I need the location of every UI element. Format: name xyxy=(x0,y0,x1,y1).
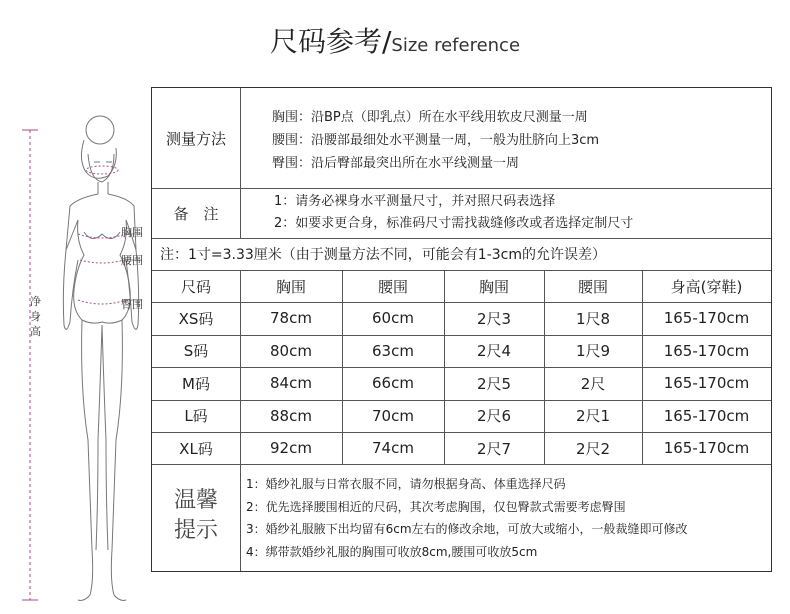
table-header-cell: 胸围 xyxy=(478,277,509,296)
table-cell: L码 xyxy=(184,407,208,426)
tips-label-line1: 温馨 xyxy=(173,488,218,513)
measure-line-waist: 腰围：沿腰部最细处水平测量一周，一般为肚脐向上3cm xyxy=(272,133,600,148)
table-cell: 80cm xyxy=(270,341,312,360)
table-cell: 2尺1 xyxy=(575,407,611,426)
table-cell: XS码 xyxy=(178,309,214,328)
table-cell: 84cm xyxy=(270,374,312,393)
table-cell: 165-170cm xyxy=(663,309,750,328)
table-cell: XL码 xyxy=(179,439,213,458)
tip-line-4: 4：绑带款婚纱礼服的胸围可收放8cm,腰围可收放5cm xyxy=(246,544,538,559)
table-cell: 66cm xyxy=(372,374,414,393)
table-cell: 78cm xyxy=(270,309,312,328)
table-cell: M码 xyxy=(182,374,210,393)
measure-method-label: 测量方法 xyxy=(165,129,226,148)
table-cell: 2尺 xyxy=(580,374,606,393)
table-cell: 88cm xyxy=(270,406,312,425)
body-outline-icon xyxy=(18,110,158,610)
size-reference-table xyxy=(151,87,772,572)
table-header-cell: 胸围 xyxy=(275,277,306,296)
table-cell: 165-170cm xyxy=(663,374,750,393)
tips-lines xyxy=(246,473,688,563)
body-figure-illustration xyxy=(18,110,158,610)
tip-line-3: 3：婚纱礼服腋下出均留有6cm左右的修改余地，可放大或缩小，一般裁缝即可修改 xyxy=(246,522,688,536)
figure-label-waist: 腰围 xyxy=(121,254,143,267)
measure-line-hip: 臀围：沿后臀部最突出所在水平线测量一周 xyxy=(272,156,520,171)
figure-label-hip: 臀围 xyxy=(121,298,143,311)
table-header-cell: 腰围 xyxy=(577,277,608,296)
tips-label xyxy=(152,486,240,546)
measure-line-bust: 胸围：沿BP点（即乳点）所在水平线用软皮尺测量一周 xyxy=(272,110,588,125)
measure-method-lines xyxy=(272,106,599,175)
table-cell: 92cm xyxy=(270,439,312,458)
table-cell: 165-170cm xyxy=(663,341,750,360)
table-cell: 2尺4 xyxy=(476,342,512,361)
unit-note: 注：1寸=3.33厘米（由于测量方法不同，可能会有1-3cm的允许误差） xyxy=(160,247,607,263)
table-cell: 1尺8 xyxy=(575,309,611,328)
table-cell: 2尺5 xyxy=(476,374,512,393)
title-chinese: 尺码参考 xyxy=(269,25,382,58)
table-cell: 2尺2 xyxy=(575,439,611,458)
table-cell: 165-170cm xyxy=(663,439,750,458)
remark-line-2: 2：如要求更合身，标准码尺寸需找裁缝修改或者选择定制尺寸 xyxy=(274,216,634,231)
table-header-cell: 腰围 xyxy=(377,277,408,296)
table-cell: 2尺6 xyxy=(476,407,512,426)
table-cell: 60cm xyxy=(372,309,414,328)
title-english: Size reference xyxy=(391,35,521,56)
tip-line-1: 1：婚纱礼服与日常衣服不同，请勿根据身高、体重选择尺码 xyxy=(246,477,566,491)
figure-label-bust: 胸围 xyxy=(121,226,143,239)
title-separator: / xyxy=(381,25,392,58)
remark-line-1: 1：请务必裸身水平测量尺寸，并对照尺码表选择 xyxy=(274,194,556,209)
table-cell: 70cm xyxy=(372,406,414,425)
tip-line-2: 2：优先选择腰围相近的尺码，其次考虑胸围，仅包臀款式需要考虑臀围 xyxy=(246,499,626,514)
table-cell: 1尺9 xyxy=(575,342,611,361)
table-cell: 165-170cm xyxy=(663,406,750,425)
remarks-label: 备 注 xyxy=(173,204,219,223)
tips-label-line2: 提示 xyxy=(173,518,218,543)
table-cell: 2尺7 xyxy=(476,439,512,458)
remarks-lines xyxy=(274,191,633,235)
table-header-cell: 身高(穿鞋) xyxy=(670,277,743,296)
figure-label-height: 净身高 xyxy=(30,295,41,338)
table-cell: 63cm xyxy=(372,341,414,360)
table-cell: S码 xyxy=(183,342,209,361)
page-title xyxy=(0,20,790,60)
table-header-cell: 尺码 xyxy=(180,277,211,296)
table-cell: 2尺3 xyxy=(476,309,512,328)
table-cell: 74cm xyxy=(372,439,414,458)
